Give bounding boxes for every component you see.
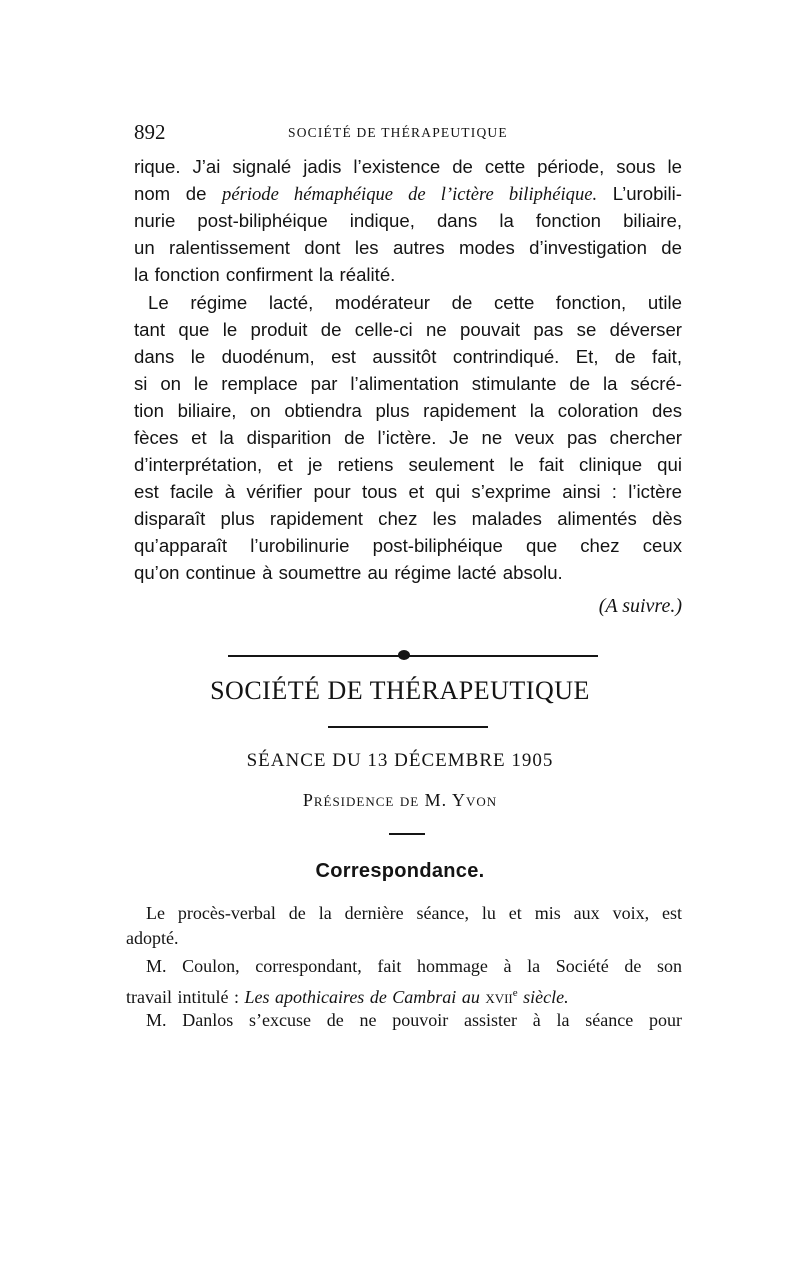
- to-be-continued: (A suivre.): [598, 595, 682, 617]
- italic-phrase: période hémaphéique de l’ictère biliphéique.: [222, 184, 598, 205]
- short-rule: [389, 833, 425, 835]
- italic-title: Les apothicaires de Cambrai au: [244, 987, 486, 1007]
- text-line: M. Coulon, correspondant, fait hommage à la Société de son: [146, 956, 682, 976]
- text-line: tion biliaire, on obtiendra plus rapidement la coloration des: [134, 400, 682, 421]
- subsection-heading: Correspondance.: [315, 860, 485, 882]
- century-superscript: e: [512, 987, 518, 999]
- text-line: un ralentissement dont les autres modes d’investigation de: [134, 237, 682, 258]
- section-separator: [228, 655, 598, 657]
- text-line: tant que le produit de celle-ci ne pouvait pas se déverser: [134, 319, 682, 340]
- text-line: rique. J’ai signalé jadis l’existence de cette période, sous le: [134, 156, 682, 177]
- session-date: SÉANCE DU 13 DÉCEMBRE 1905: [246, 750, 554, 771]
- text-line: Le procès-verbal de la dernière séance, lu et mis aux voix, est: [146, 903, 682, 923]
- text-line: si on le remplace par l’alimentation stimulante de la sécré-: [134, 373, 682, 394]
- text-line: nurie post-biliphéique indique, dans la fonction biliaire,: [134, 210, 682, 231]
- text-line: disparaît plus rapidement chez les malades alimentés dès: [134, 508, 682, 529]
- text-line: Le régime lacté, modérateur de cette fonction, utile: [148, 292, 682, 313]
- text-line: est facile à vérifier pour tous et qui s’exprime ainsi : l’ictère: [134, 481, 682, 502]
- text-line: M. Danlos s’excuse de ne pouvoir assister à la séance pour: [146, 1010, 682, 1030]
- text-line: nom de période hémaphéique de l’ictère biliphéique. L’urobili-: [134, 183, 682, 205]
- title-rule: [328, 726, 488, 728]
- text-line: adopté.: [126, 928, 179, 948]
- text-line: la fonction confirment la réalité.: [134, 264, 396, 285]
- running-title: SOCIÉTÉ DE THÉRAPEUTIQUE: [288, 125, 508, 140]
- text-line: fèces et la disparition de l’ictère. Je ne veux pas chercher: [134, 427, 682, 448]
- text-line: qu’apparaît l’urobilinurie post-biliphéique que chez ceux: [134, 535, 682, 556]
- italic-word: siècle.: [517, 987, 569, 1007]
- text-line: qu’on continue à soumettre au régime lacté absolu.: [134, 562, 563, 583]
- separator-ornament: [398, 650, 410, 660]
- running-header: [134, 120, 680, 144]
- century-numeral: xvii: [485, 987, 513, 1007]
- page-number: 892: [134, 120, 166, 144]
- text-line: travail intitulé : Les apothicaires de Cambrai au xvii$^e$ siècle.: [126, 987, 569, 1007]
- section-title: SOCIÉTÉ DE THÉRAPEUTIQUE: [210, 676, 590, 705]
- text-line: d’interprétation, et je retiens seulement le fait clinique qui: [134, 454, 682, 475]
- text-line: dans le duodénum, est aussitôt contrindiqué. Et, de fait,: [134, 346, 682, 367]
- presidency-line: Présidence de M. Yvon: [302, 790, 498, 810]
